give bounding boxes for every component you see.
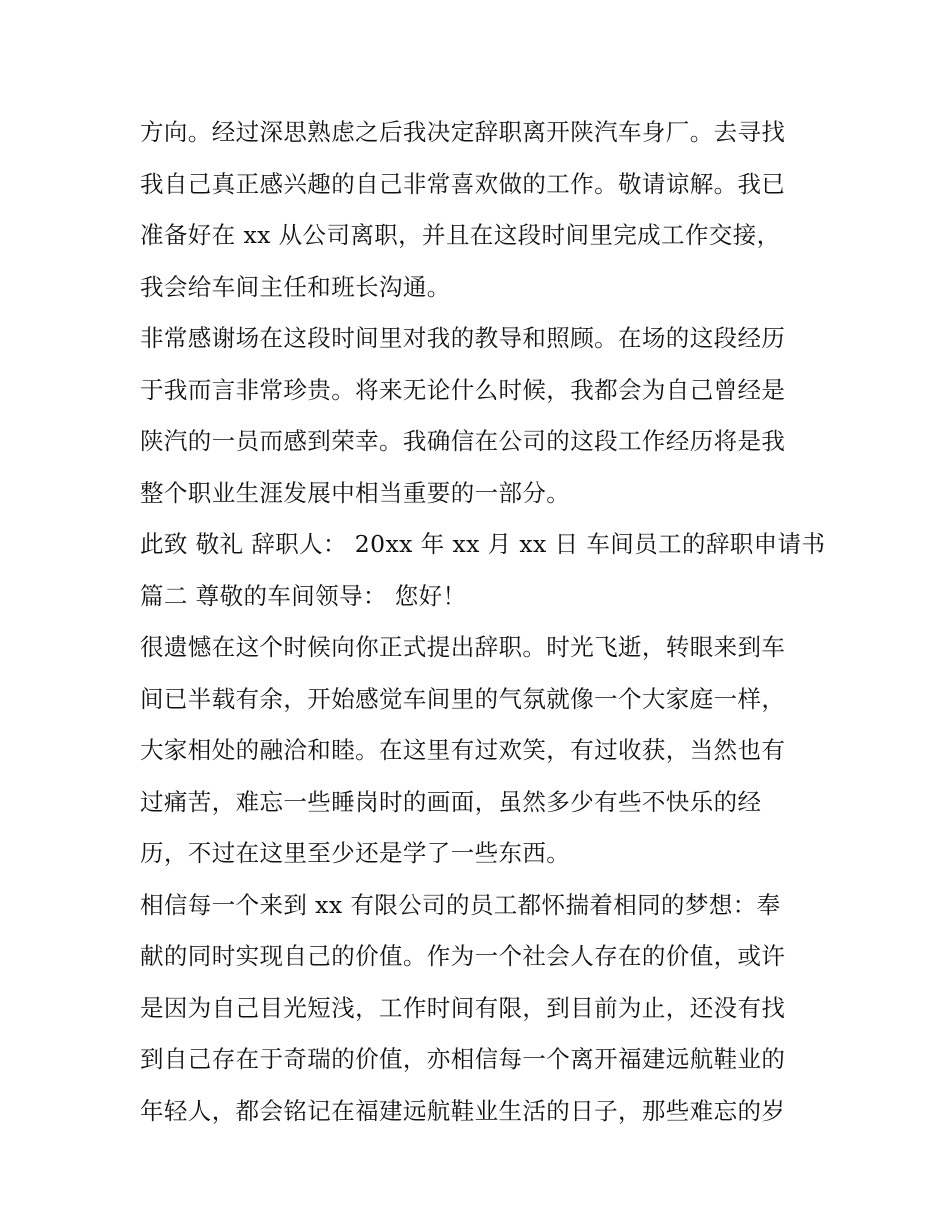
text-line: 于我而言非常珍贵。将来无论什么时候，我都会为自己曾经是 (140, 375, 786, 404)
text-line: 准备好在 xx 从公司离职，并且在这段时间里完成工作交接， (140, 221, 781, 249)
document-body (140, 108, 826, 1138)
text-line: 方向。经过深思熟虑之后我决定辞职离开陕汽车身厂。去寻找 (140, 118, 786, 146)
text-line: 献的同时实现自己的价值。作为一个社会人存在的价值，或许 (140, 942, 786, 970)
text-line: 整个职业生涯发展中相当重要的一部分。 (140, 478, 571, 507)
text-line: 陕汽的一员而感到荣幸。我确信在公司的这段工作经历将是我 (140, 427, 786, 455)
text-line: 间已半载有余，开始感觉车间里的气氛就像一个大家庭一样， (140, 684, 786, 713)
text-line: 很遗憾在这个时候向你正式提出辞职。时光飞逝，转眼来到车 (140, 633, 786, 661)
text-line: 年轻人，都会铭记在福建远航鞋业生活的日子，那些难忘的岁 (140, 1096, 786, 1125)
text-line: 我会给车间主任和班长沟通。 (140, 272, 451, 301)
text-line: 篇二 尊敬的车间领导： 您好！ (140, 581, 467, 610)
text-line: 非常感谢场在这段时间里对我的教导和照顾。在场的这段经历 (140, 324, 786, 352)
text-line: 我自己真正感兴趣的自己非常喜欢做的工作。敬请谅解。我已 (140, 169, 786, 198)
text-line: 相信每一个来到 xx 有限公司的员工都怀揣着相同的梦想：奉 (140, 890, 781, 919)
text-line: 过痛苦，难忘一些睡岗时的画面，虽然多少有些不快乐的经 (140, 787, 762, 816)
text-line: 大家相处的融洽和睦。在这里有过欢笑，有过收获，当然也有 (140, 736, 786, 764)
text-line: 到自己存在于奇瑞的价值，亦相信每一个离开福建远航鞋业的 (140, 1045, 786, 1073)
text-line: 历，不过在这里至少还是学了一些东西。 (140, 839, 571, 867)
text-line: 此致 敬礼 辞职人： 20xx 年 xx 月 xx 日 车间员工的辞职申请书 (140, 530, 826, 558)
text-line: 是因为自己目光短浅，工作时间有限，到目前为止，还没有找 (140, 993, 786, 1022)
